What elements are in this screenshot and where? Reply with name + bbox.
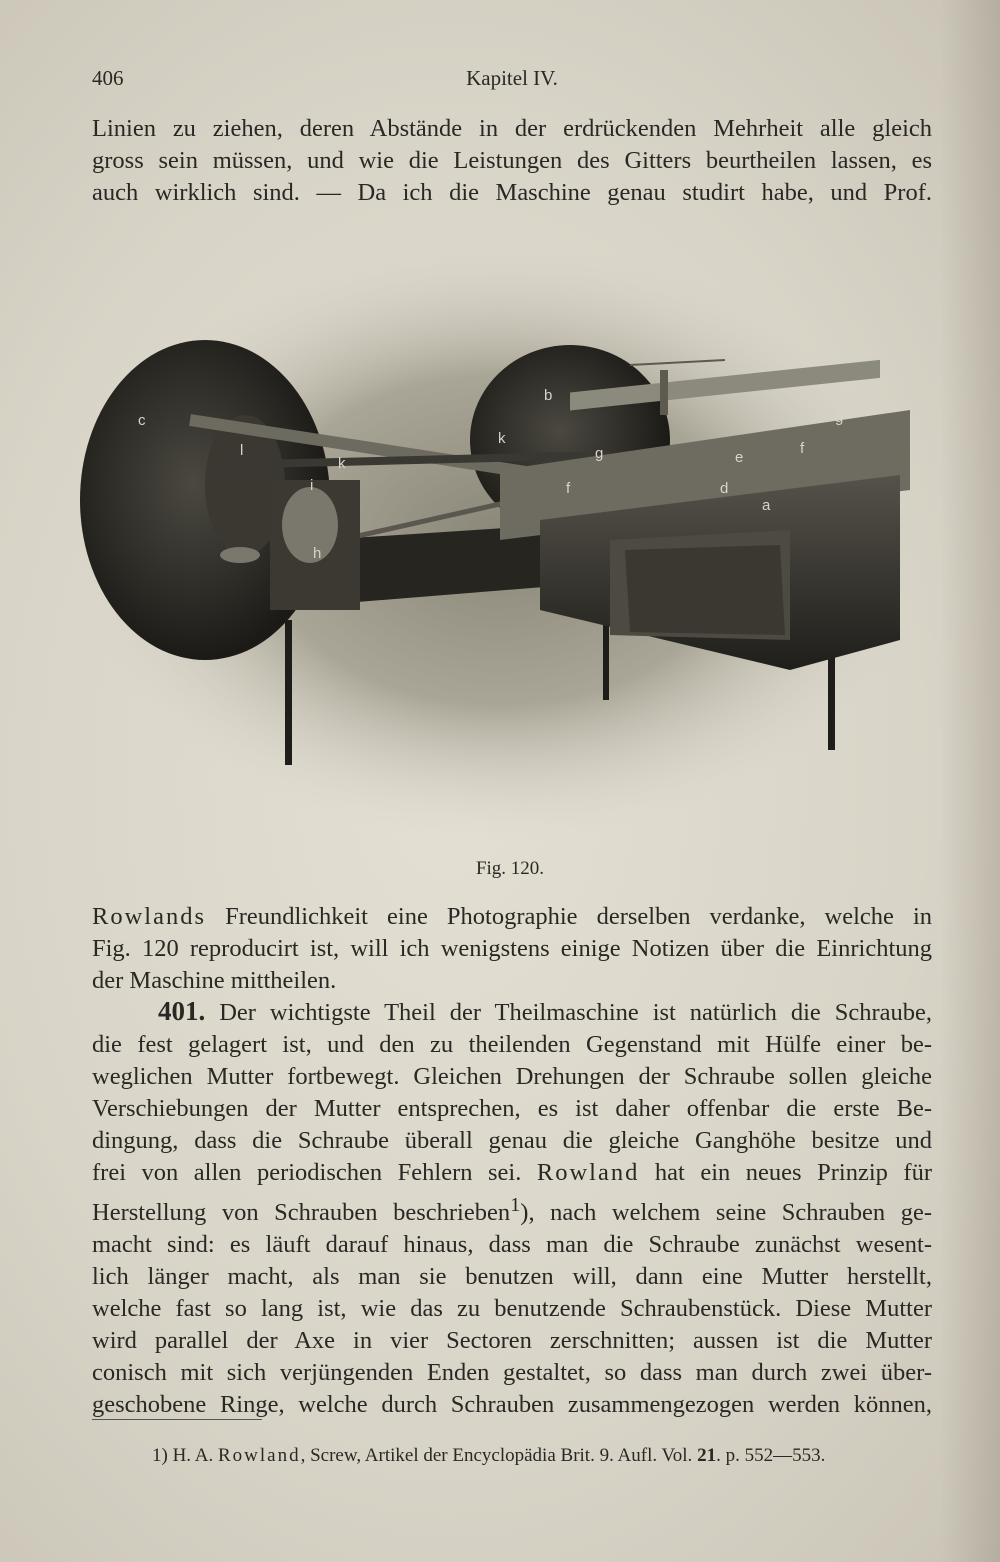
- running-title: Kapitel IV.: [466, 66, 558, 90]
- text-line: conisch mit sich verjüngenden Enden gestaltet, so dass man durch zwei über-: [92, 1359, 932, 1387]
- footnote-volume: 21: [697, 1445, 717, 1466]
- text-line: welche fast so lang ist, wie das zu benutzende Schraubenstück. Diese Mutter: [92, 1295, 932, 1323]
- text-line: Fig. 120 reproducirt ist, will ich wenigstens einige Notizen über die Einrichtung: [92, 935, 932, 962]
- text-run: ), nach welchem seine Schrauben ge-: [520, 1199, 932, 1227]
- crank-wheel: [282, 487, 338, 563]
- text-line: [92, 1189, 932, 1229]
- footnote: [152, 1445, 942, 1467]
- text-run: hat ein neues Prinzip für: [639, 1159, 932, 1186]
- section-number: 401.: [158, 996, 206, 1026]
- text-line: macht sind: es läuft darauf hinaus, dass man die Schraube zunächst wesent-: [92, 1231, 932, 1259]
- text-run: Herstellung von Schrauben beschrieben: [92, 1199, 511, 1227]
- text-line: weglichen Mutter fortbewegt. Gleichen Drehungen der Schraube sollen gleiche: [92, 1063, 932, 1090]
- fig-label: b: [544, 387, 553, 404]
- text-line: der Maschine mittheilen.: [92, 967, 337, 994]
- fig-label: i: [310, 477, 314, 494]
- text-run: , Screw, Artikel der Encyclopädia Brit. 9. Aufl. Vol.: [300, 1445, 698, 1466]
- fig-label: d: [720, 480, 729, 497]
- small-disc: [220, 547, 260, 563]
- footnote-ref: 1: [510, 1194, 521, 1216]
- footnote-rule: [92, 1419, 262, 1420]
- paragraph-after-figure: [92, 901, 932, 997]
- fig-label: g: [595, 445, 604, 462]
- name-rowlands: Rowlands: [92, 903, 206, 930]
- page-number: 406: [92, 66, 124, 90]
- text-run: H. A.: [167, 1445, 218, 1466]
- fig-label: c: [138, 412, 146, 429]
- page-header: [92, 66, 932, 96]
- text-run: . p. 552—553.: [716, 1445, 826, 1466]
- text-line: [92, 901, 932, 933]
- fig-label: g: [835, 409, 844, 426]
- footnote-marker: 1): [152, 1445, 168, 1466]
- text-line: auch wirklich sind. — Da ich die Maschine genau studirt habe, und Prof.: [92, 179, 932, 206]
- dividing-engine-illustration: [70, 240, 930, 850]
- text-run: Freundlichkeit eine Photographie derselben verdanke, welche in: [206, 903, 932, 930]
- microscope-post: [660, 370, 668, 415]
- machine-leg: [285, 620, 292, 765]
- text-run: Der wichtigste Theil der Theilmaschine ist natürlich die Schraube,: [205, 999, 932, 1026]
- text-line: Linien zu ziehen, deren Abstände in der erdrückenden Mehrheit alle gleich: [92, 115, 932, 142]
- text-line: [92, 995, 932, 1029]
- fig-label: a: [762, 497, 771, 514]
- section-401: [92, 995, 932, 1421]
- text-line: Verschiebungen der Mutter entsprechen, es ist daher offenbar die erste Be-: [92, 1095, 932, 1122]
- fig-label: h: [313, 545, 322, 562]
- figure-caption: Fig. 120.: [475, 858, 545, 879]
- footnote-author-name: Rowland: [217, 1445, 301, 1466]
- fig-label: f: [800, 440, 805, 457]
- text-run: frei von allen periodischen Fehlern sei.: [92, 1159, 537, 1186]
- text-line: wird parallel der Axe in vier Sectoren zerschnitten; aussen ist die Mutter: [92, 1327, 932, 1355]
- text-line: lich länger macht, als man sie benutzen will, dann eine Mutter herstellt,: [92, 1263, 932, 1291]
- text-line: [92, 1157, 932, 1189]
- text-line: die fest gelagert ist, und den zu theilenden Gegenstand mit Hülfe einer be-: [92, 1031, 932, 1058]
- fig-label: e: [735, 449, 744, 466]
- fig-label: k: [498, 430, 506, 447]
- fig-label: f: [566, 480, 571, 497]
- paragraph-top: [92, 113, 932, 209]
- text-line: geschobene Ringe, welche durch Schrauben zusammengezogen werden können,: [92, 1391, 932, 1419]
- text-line: dingung, dass die Schraube überall genau die gleiche Ganghöhe besitze und: [92, 1127, 932, 1154]
- page-edge-shadow: [940, 0, 1000, 1562]
- machine-photograph: [70, 240, 930, 850]
- name-rowland: Rowland: [536, 1159, 640, 1186]
- front-plate: [625, 545, 785, 635]
- fig-label: l: [240, 442, 244, 459]
- fig-label: k: [338, 455, 346, 472]
- text-line: gross sein müssen, und wie die Leistungen des Gitters beurtheilen lassen, es: [92, 147, 932, 174]
